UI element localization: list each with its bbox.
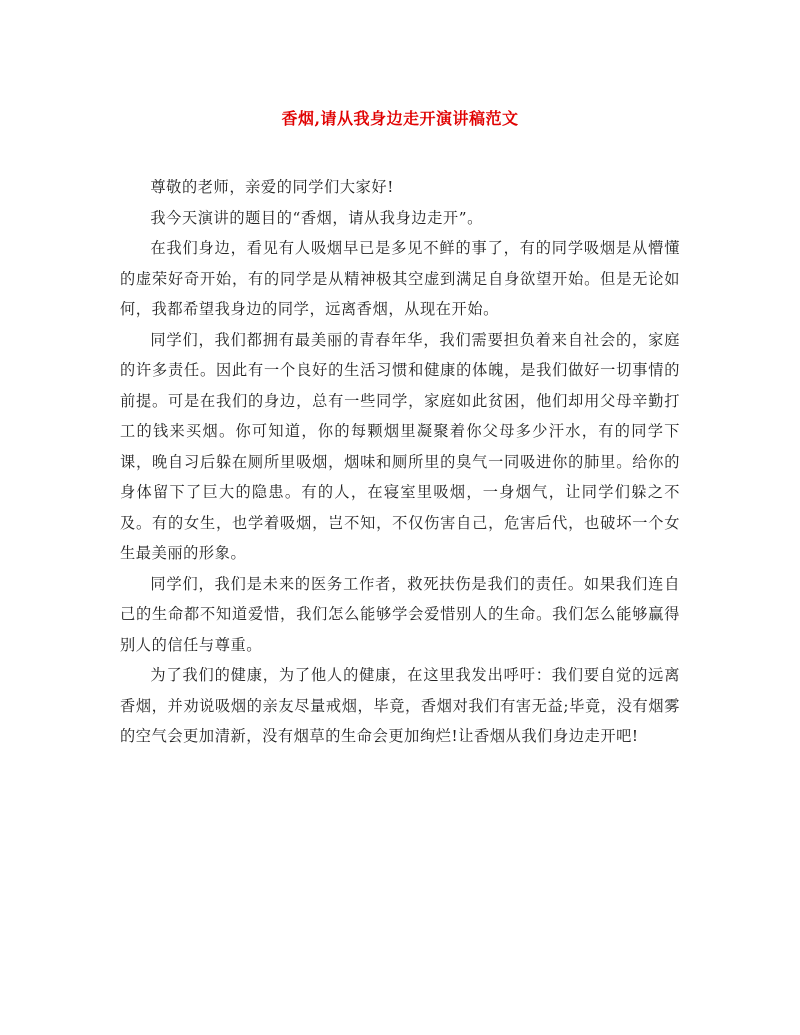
document-title: 香烟,请从我身边走开演讲稿范文 (281, 109, 519, 128)
paragraph-topic: 我今天演讲的题目的“香烟，请从我身边走开”。 (150, 208, 483, 227)
paragraph-appeal: 为了我们的健康，为了他人的健康，在这里我发出呼吁：我们要自觉的远离香烟，并劝说吸烟的亲友尽量戒烟，毕竟，香烟对我们有害无益;毕竟，没有烟雾的空气会更加清新，没有烟草的生命会更加绚烂!让香烟从我们身边走开吧! (120, 666, 680, 745)
paragraph-responsibility: 同学们，我们都拥有最美丽的青春年华，我们需要担负着来自社会的，家庭的许多责任。因此有一个良好的生活习惯和健康的体魄，是我们做好一切事情的前提。可是在我们的身边，总有一些同学，家庭如此贫困，他们却用父母辛勤打工的钱来买烟。你可知道，你的每颗烟里凝聚着你父母多少汗水，有的同学下课，晚自习后躲在厕所里吸烟，烟味和厕所里的臭气一同吸进你的肺里。给你的身体留下了巨大的隐患。有的人，在寝室里吸烟，一身烟气，让同学们躲之不及。有的女生，也学着吸烟，岂不知，不仅伤害自己，危害后代，也破坏一个女生最美丽的形象。 (120, 330, 680, 562)
paragraph-observation: 在我们身边，看见有人吸烟早已是多见不鲜的事了，有的同学吸烟是从懵懂的虚荣好奇开始，有的同学是从精神极其空虚到满足自身欲望开始。但是无论如何，我都希望我身边的同学，远离香烟，从现在开始。 (120, 239, 680, 318)
paragraph-medical-workers: 同学们，我们是未来的医务工作者，救死扶伤是我们的责任。如果我们连自己的生命都不知道爱惜，我们怎么能够学会爱惜别人的生命。我们怎么能够赢得别人的信任与尊重。 (120, 574, 680, 654)
paragraph-greeting: 尊敬的老师，亲爱的同学们大家好! (150, 178, 394, 196)
document-body (120, 172, 680, 752)
